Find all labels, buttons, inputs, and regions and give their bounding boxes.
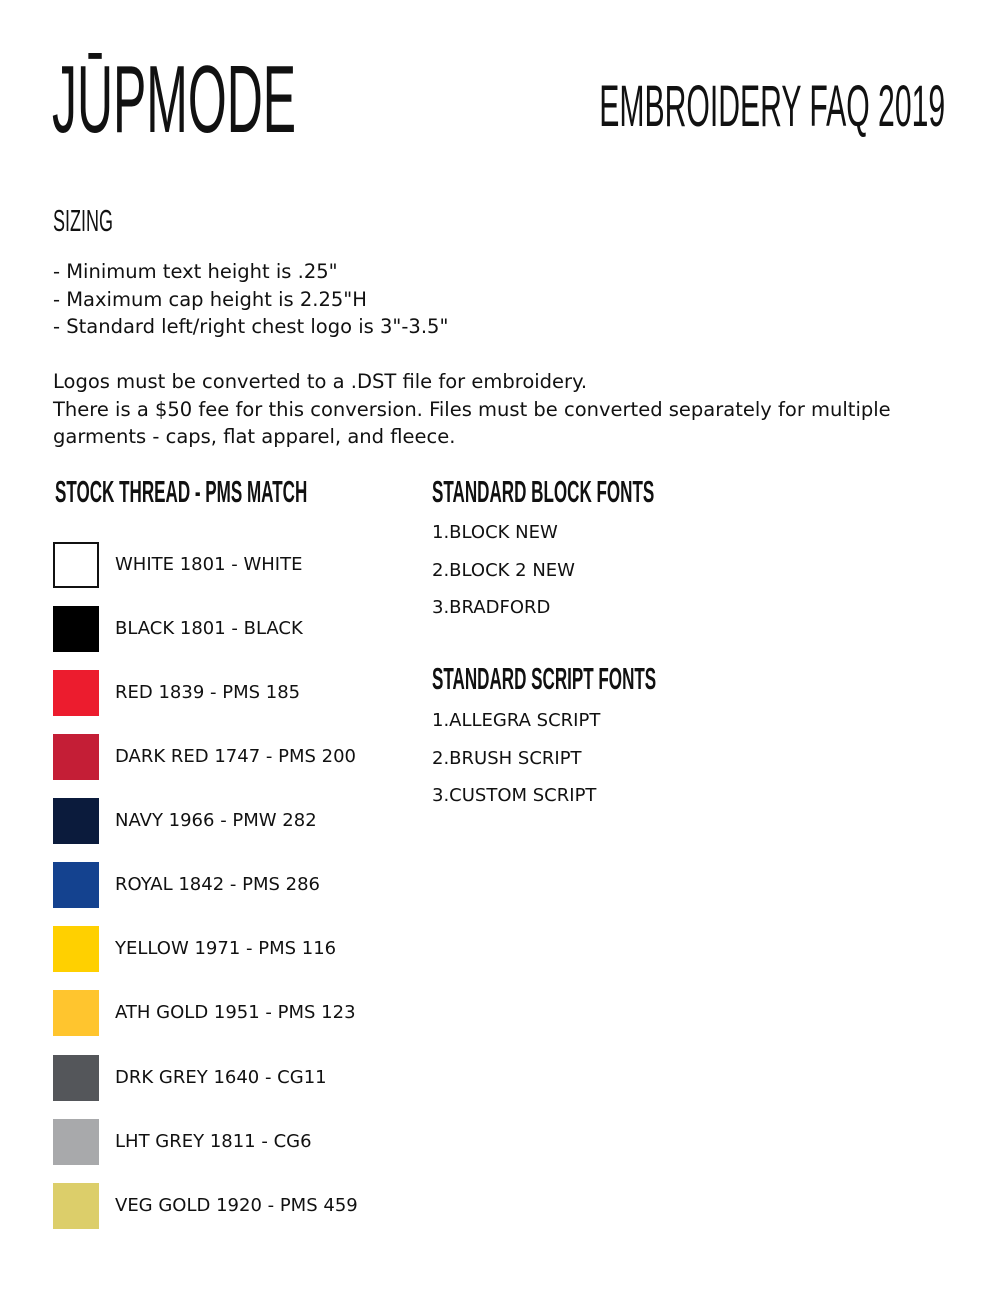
conversion-note	[53, 368, 953, 451]
color-swatch	[53, 798, 99, 844]
color-swatch	[53, 606, 99, 652]
color-swatch	[53, 542, 99, 588]
font-item: 1.ALLEGRA SCRIPT	[432, 710, 601, 731]
conversion-line: There is a $50 fee for this conversion. Files must be converted separately for multiple garments - caps, flat apparel, and fleece.	[53, 397, 891, 448]
color-swatch	[53, 1055, 99, 1101]
color-swatch	[53, 734, 99, 780]
swatch-label: WHITE 1801 - WHITE	[115, 554, 303, 575]
font-item: 3.CUSTOM SCRIPT	[432, 785, 597, 806]
swatch-label: BLACK 1801 - BLACK	[115, 618, 303, 639]
color-swatch	[53, 862, 99, 908]
block-fonts-list	[432, 522, 575, 635]
block-fonts-heading: STANDARD BLOCK FONTS	[432, 474, 655, 509]
swatch-label: LHT GREY 1811 - CG6	[115, 1131, 312, 1152]
color-swatch	[53, 926, 99, 972]
font-item: 3.BRADFORD	[432, 597, 551, 618]
sizing-heading: SIZING	[53, 203, 113, 238]
color-swatch	[53, 990, 99, 1036]
font-item: 1.BLOCK NEW	[432, 522, 558, 543]
sizing-item: - Minimum text height is .25"	[53, 260, 338, 283]
script-fonts-heading: STANDARD SCRIPT FONTS	[432, 661, 657, 696]
sizing-list	[53, 258, 448, 341]
swatch-label: YELLOW 1971 - PMS 116	[115, 938, 337, 959]
sizing-item: - Maximum cap height is 2.25"H	[53, 287, 367, 311]
sizing-item: - Standard left/right chest logo is 3"-3.5"	[53, 315, 449, 338]
swatch-label: ATH GOLD 1951 - PMS 123	[115, 1002, 356, 1023]
conversion-line: Logos must be converted to a .DST file for embroidery.	[53, 370, 588, 393]
swatch-label: VEG GOLD 1920 - PMS 459	[115, 1195, 358, 1216]
color-swatch	[53, 1119, 99, 1165]
color-swatch	[53, 1183, 99, 1229]
font-item: 2.BLOCK 2 NEW	[432, 559, 575, 581]
swatch-label: DARK RED 1747 - PMS 200	[115, 746, 356, 767]
page-title: EMBROIDERY FAQ 2019	[599, 74, 945, 139]
font-item: 2.BRUSH SCRIPT	[432, 747, 582, 769]
swatch-label: RED 1839 - PMS 185	[115, 682, 301, 703]
swatch-label: DRK GREY 1640 - CG11	[115, 1067, 327, 1088]
stock-thread-heading: STOCK THREAD - PMS MATCH	[55, 474, 308, 509]
color-swatch	[53, 670, 99, 716]
swatch-label: NAVY 1966 - PMW 282	[115, 810, 317, 831]
swatch-label: ROYAL 1842 - PMS 286	[115, 874, 320, 895]
script-fonts-list	[432, 710, 600, 823]
brand-logo: JŪPMODE	[52, 46, 297, 153]
